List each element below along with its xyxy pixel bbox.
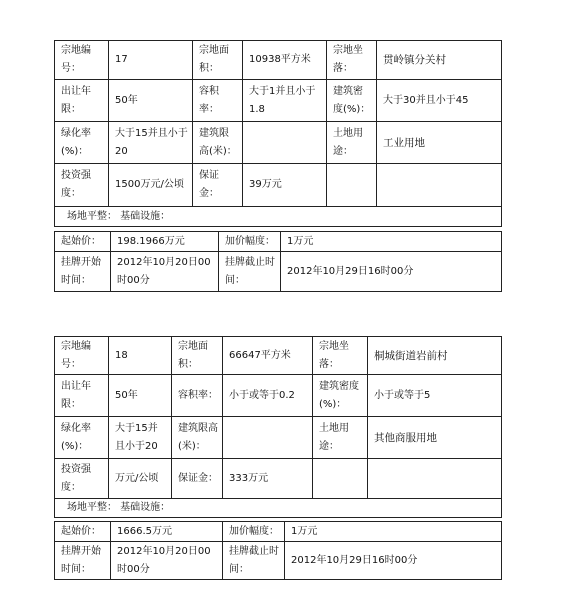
far-value: 小于或等于0.2 [223,375,313,417]
green-rate-value: 大于15并且小于20 [109,122,193,164]
height-limit-label: 建筑限高(米)： [193,122,243,164]
parcel-code-label: 宗地编号： [55,337,109,375]
deposit-value: 39万元 [243,164,327,207]
increment-value: 1万元 [281,232,502,252]
listing-start-value: 2012年10月20日00时00分 [111,252,219,292]
deposit-value: 333万元 [223,459,313,499]
building-density-value: 小于或等于5 [368,375,502,417]
green-rate-value: 大于15并且小于20 [109,417,172,459]
parcel-location-label: 宗地坐落： [327,41,377,80]
listing-start-label: 挂牌开始时间： [55,252,111,292]
transfer-term-value: 50年 [109,375,172,417]
investment-intensity-value: 万元/公顷 [109,459,172,499]
parcel-block-18 [54,336,501,580]
height-limit-value [223,417,313,459]
parcel-code-value: 18 [109,337,172,375]
land-use-label: 土地用途： [327,122,377,164]
parcel-area-label: 宗地面积： [172,337,223,375]
listing-start-value: 2012年10月20日00时00分 [111,542,223,580]
parcel-price-table [54,521,502,580]
far-label: 容积率： [172,375,223,417]
listing-end-label: 挂牌截止时间： [219,252,281,292]
parcel-area-value: 10938平方米 [243,41,327,80]
empty-cell [327,164,377,207]
transfer-term-value: 50年 [109,80,193,122]
parcel-location-label: 宗地坐落： [313,337,368,375]
increment-label: 加价幅度： [223,522,285,542]
start-price-label: 起始价： [55,522,111,542]
deposit-label: 保证金： [172,459,223,499]
far-label: 容积率： [193,80,243,122]
listing-end-value: 2012年10月29日16时00分 [285,542,502,580]
building-density-label: 建筑密度(%)： [327,80,377,122]
empty-cell [313,459,368,499]
investment-intensity-value: 1500万元/公顷 [109,164,193,207]
site-prep-infrastructure-line: 场地平整： 基础设施： [55,499,502,518]
parcel-area-label: 宗地面积： [193,41,243,80]
land-use-label: 土地用途： [313,417,368,459]
building-density-label: 建筑密度(%)： [313,375,368,417]
increment-value: 1万元 [285,522,502,542]
start-price-value: 1666.5万元 [111,522,223,542]
land-use-value: 其他商服用地 [368,417,502,459]
transfer-term-label: 出让年限： [55,375,109,417]
investment-intensity-label: 投资强度： [55,164,109,207]
listing-end-value: 2012年10月29日16时00分 [281,252,502,292]
listing-start-label: 挂牌开始时间： [55,542,111,580]
green-rate-label: 绿化率(%)： [55,122,109,164]
start-price-label: 起始价： [55,232,111,252]
land-use-value: 工业用地 [377,122,502,164]
height-limit-value [243,122,327,164]
parcel-area-value: 66647平方米 [223,337,313,375]
listing-end-label: 挂牌截止时间： [223,542,285,580]
start-price-value: 198.1966万元 [111,232,219,252]
transfer-term-label: 出让年限： [55,80,109,122]
investment-intensity-label: 投资强度： [55,459,109,499]
far-value: 大于1并且小于1.8 [243,80,327,122]
parcel-code-label: 宗地编号： [55,41,109,80]
parcel-price-table [54,231,502,292]
parcel-location-value: 桐城街道岩前村 [368,337,502,375]
parcel-code-value: 17 [109,41,193,80]
parcel-main-table [54,40,502,227]
green-rate-label: 绿化率(%)： [55,417,109,459]
empty-cell [377,164,502,207]
building-density-value: 大于30并且小于45 [377,80,502,122]
empty-cell [368,459,502,499]
increment-label: 加价幅度： [219,232,281,252]
deposit-label: 保证金： [193,164,243,207]
parcel-main-table [54,336,502,518]
parcel-location-value: 贯岭镇分关村 [377,41,502,80]
height-limit-label: 建筑限高(米)： [172,417,223,459]
site-prep-infrastructure-line: 场地平整： 基础设施： [55,207,502,227]
parcel-block-17 [54,40,501,292]
